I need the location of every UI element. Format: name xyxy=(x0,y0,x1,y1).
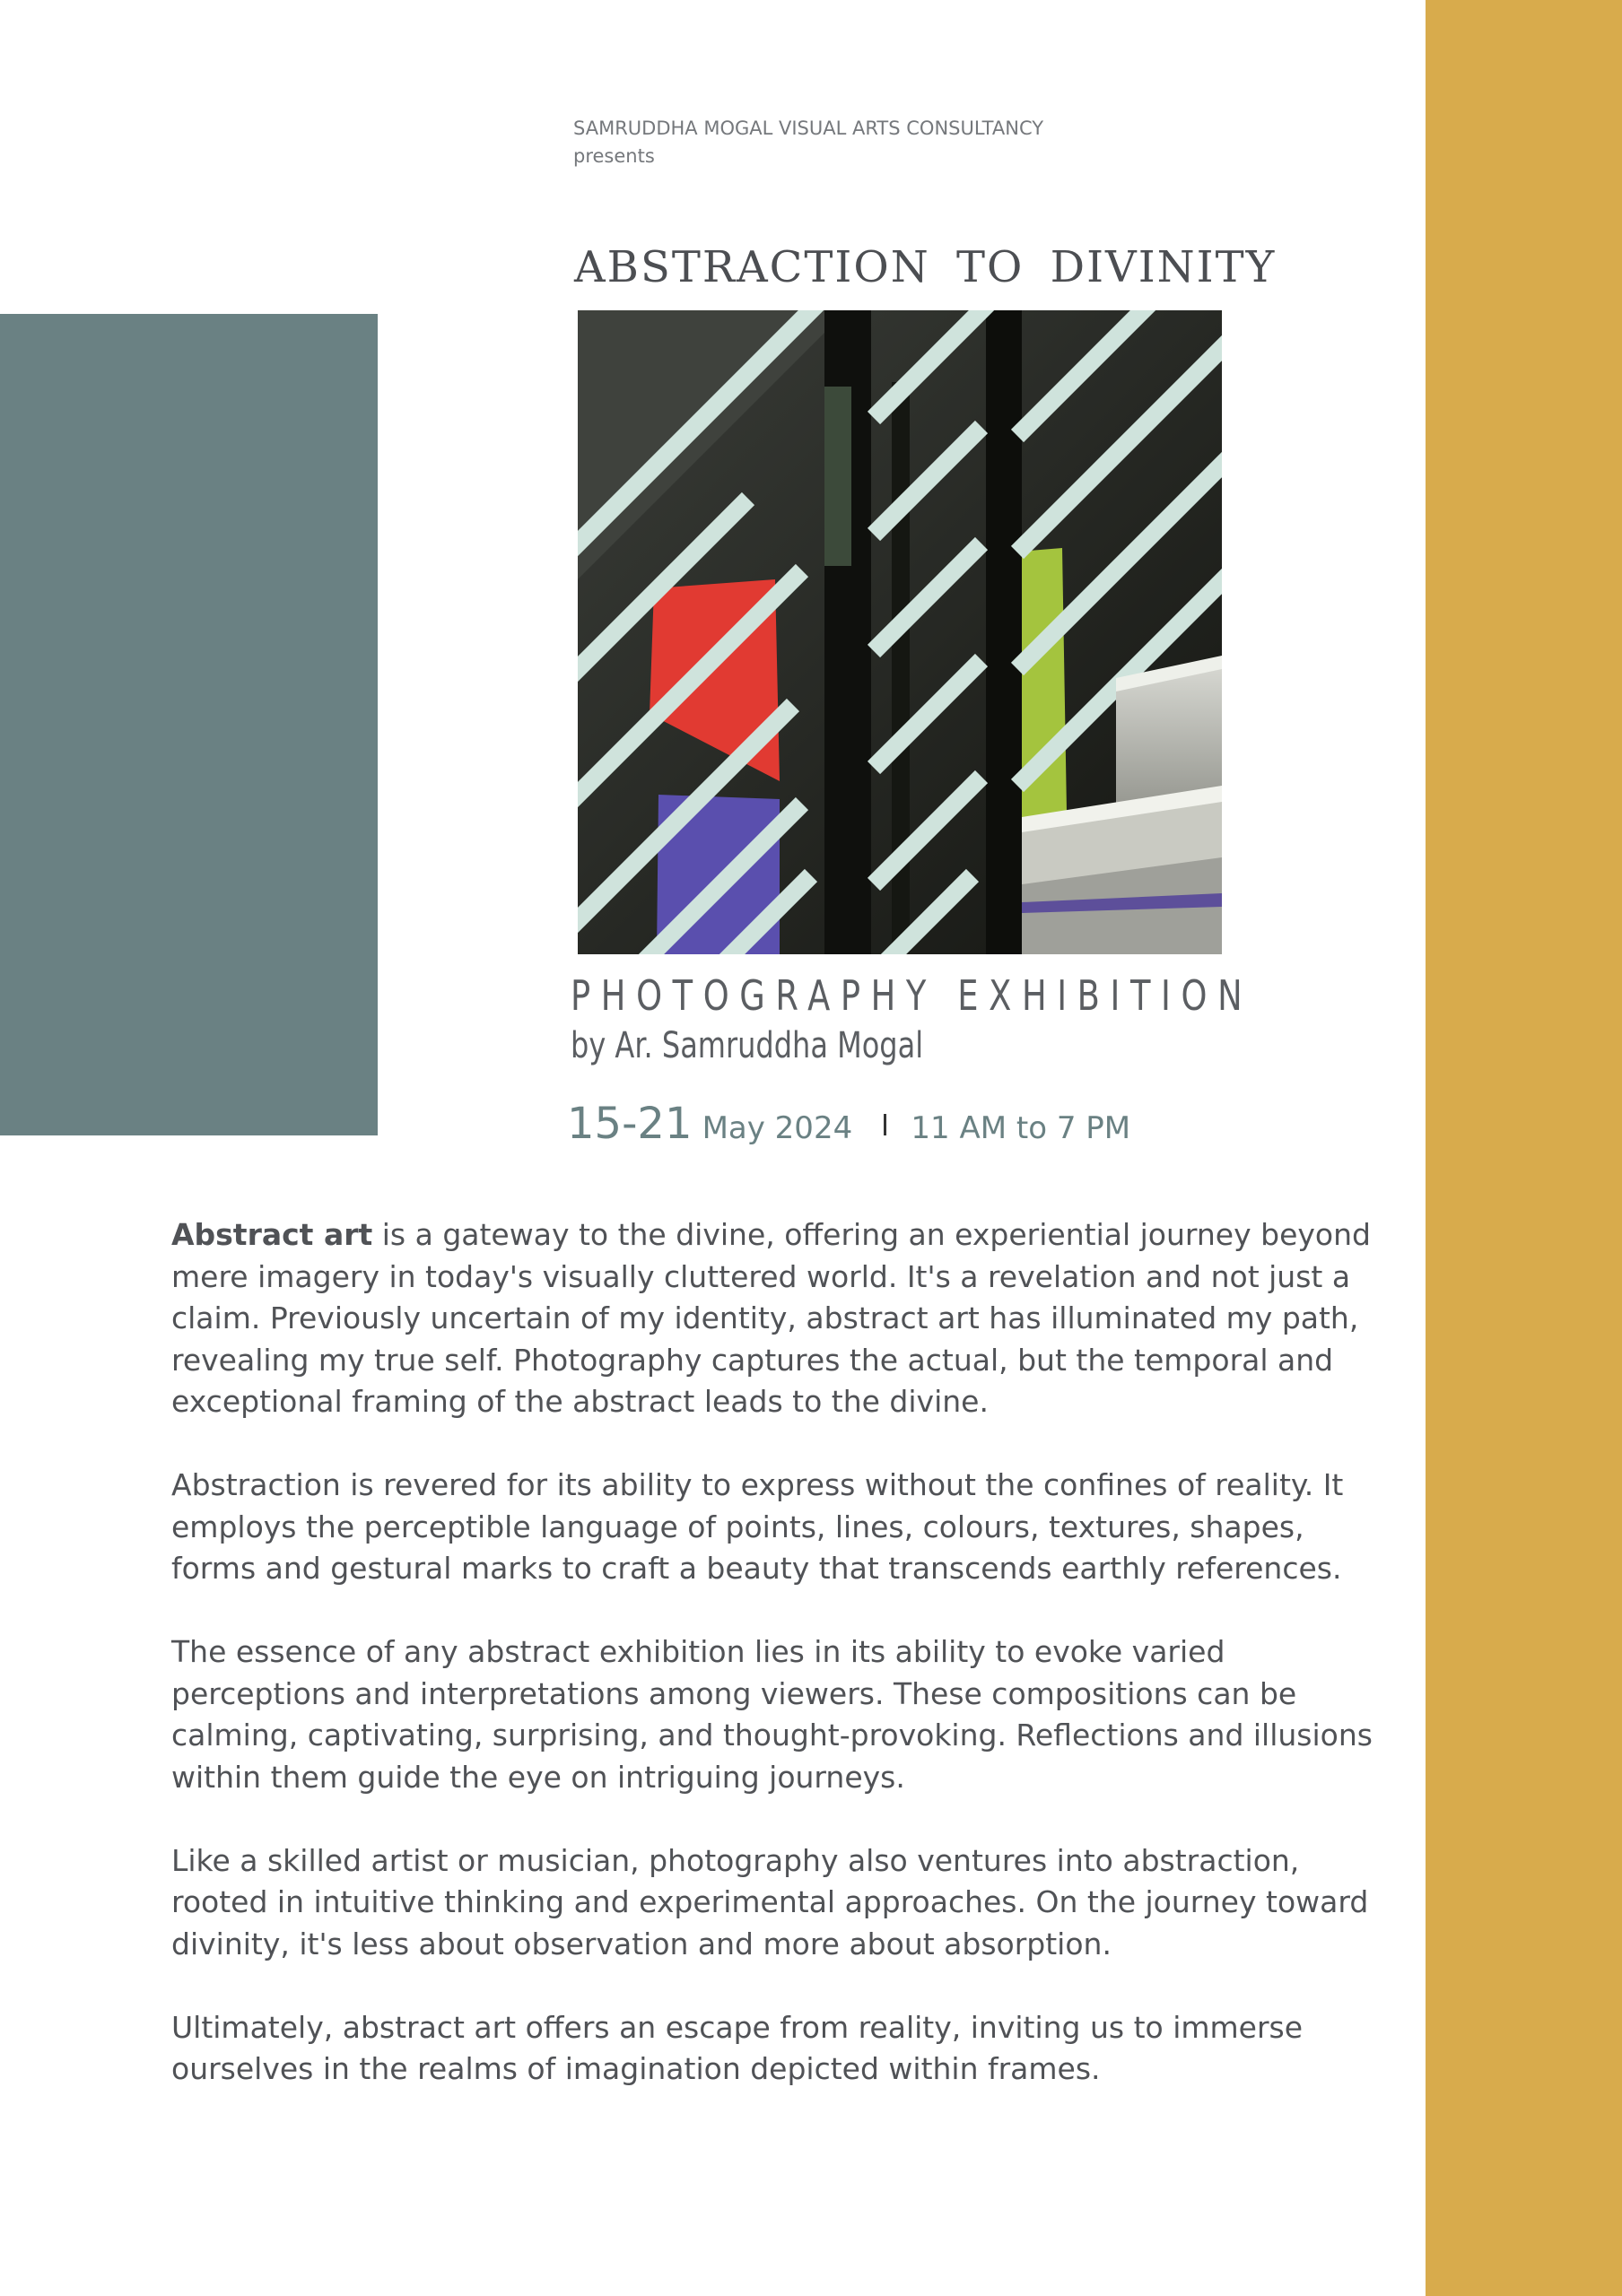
paragraph-5: Ultimately, abstract art offers an escape from reality, inviting us to immerse ourselves in the realms of imagination depicted within frames. xyxy=(171,2009,1304,2086)
date-month: May 2024 xyxy=(702,1110,853,1146)
presenter-name: SAMRUDDHA MOGAL VISUAL ARTS CONSULTANCY xyxy=(573,117,1044,139)
exhibition-title: ABSTRACTION TO DIVINITY xyxy=(574,242,1277,292)
date-separator xyxy=(884,1114,886,1135)
paragraph-4: Like a skilled artist or musician, photography also ventures into abstraction, rooted in intuitive thinking and experimental approaches. On the journey toward divinity, it's less about observation and more about absorption. xyxy=(171,1842,1369,1961)
paragraph-2: Abstraction is revered for its ability to express without the confines of reality. It employs the perceptible language of points, lines, colours, textures, shapes, forms and gestural marks to craft a beauty that transcends earthly references. xyxy=(171,1467,1344,1586)
paragraph-1 xyxy=(171,1214,1391,1423)
exhibition-byline: by Ar. Samruddha Mogal xyxy=(571,1025,924,1066)
paragraph-1-lead: Abstract art xyxy=(171,1217,373,1252)
exhibition-dates xyxy=(567,1092,1410,1160)
featured-photograph xyxy=(578,310,1222,954)
gold-side-band xyxy=(1426,0,1622,2296)
exhibition-description xyxy=(171,1214,1391,2132)
slate-color-block xyxy=(0,314,378,1135)
presents-label: presents xyxy=(573,145,655,167)
paragraph-3: The essence of any abstract exhibition lies in its ability to evoke varied perceptions and interpretations among viewers. These compositions can be calming, captivating, surprising, and thought-provoking. Reflections and illusions within them guide the eye on intriguing journeys. xyxy=(171,1634,1373,1795)
paragraph-1-text: is a gateway to the divine, offering an experiential journey beyond mere imagery in today's visually cluttered world. It's a revelation and not just a claim. Previously uncertain of my identity, abstract art has illuminated my path, revealing my true self. Photography captures the actual, but the temporal and exceptional framing of the abstract leads to the divine. xyxy=(171,1217,1371,1419)
date-days: 15-21 xyxy=(567,1099,693,1149)
exhibition-hours: 11 AM to 7 PM xyxy=(911,1110,1131,1146)
exhibition-subtitle: PHOTOGRAPHY EXHIBITION xyxy=(571,971,1253,1020)
presenter-block xyxy=(573,115,1381,170)
